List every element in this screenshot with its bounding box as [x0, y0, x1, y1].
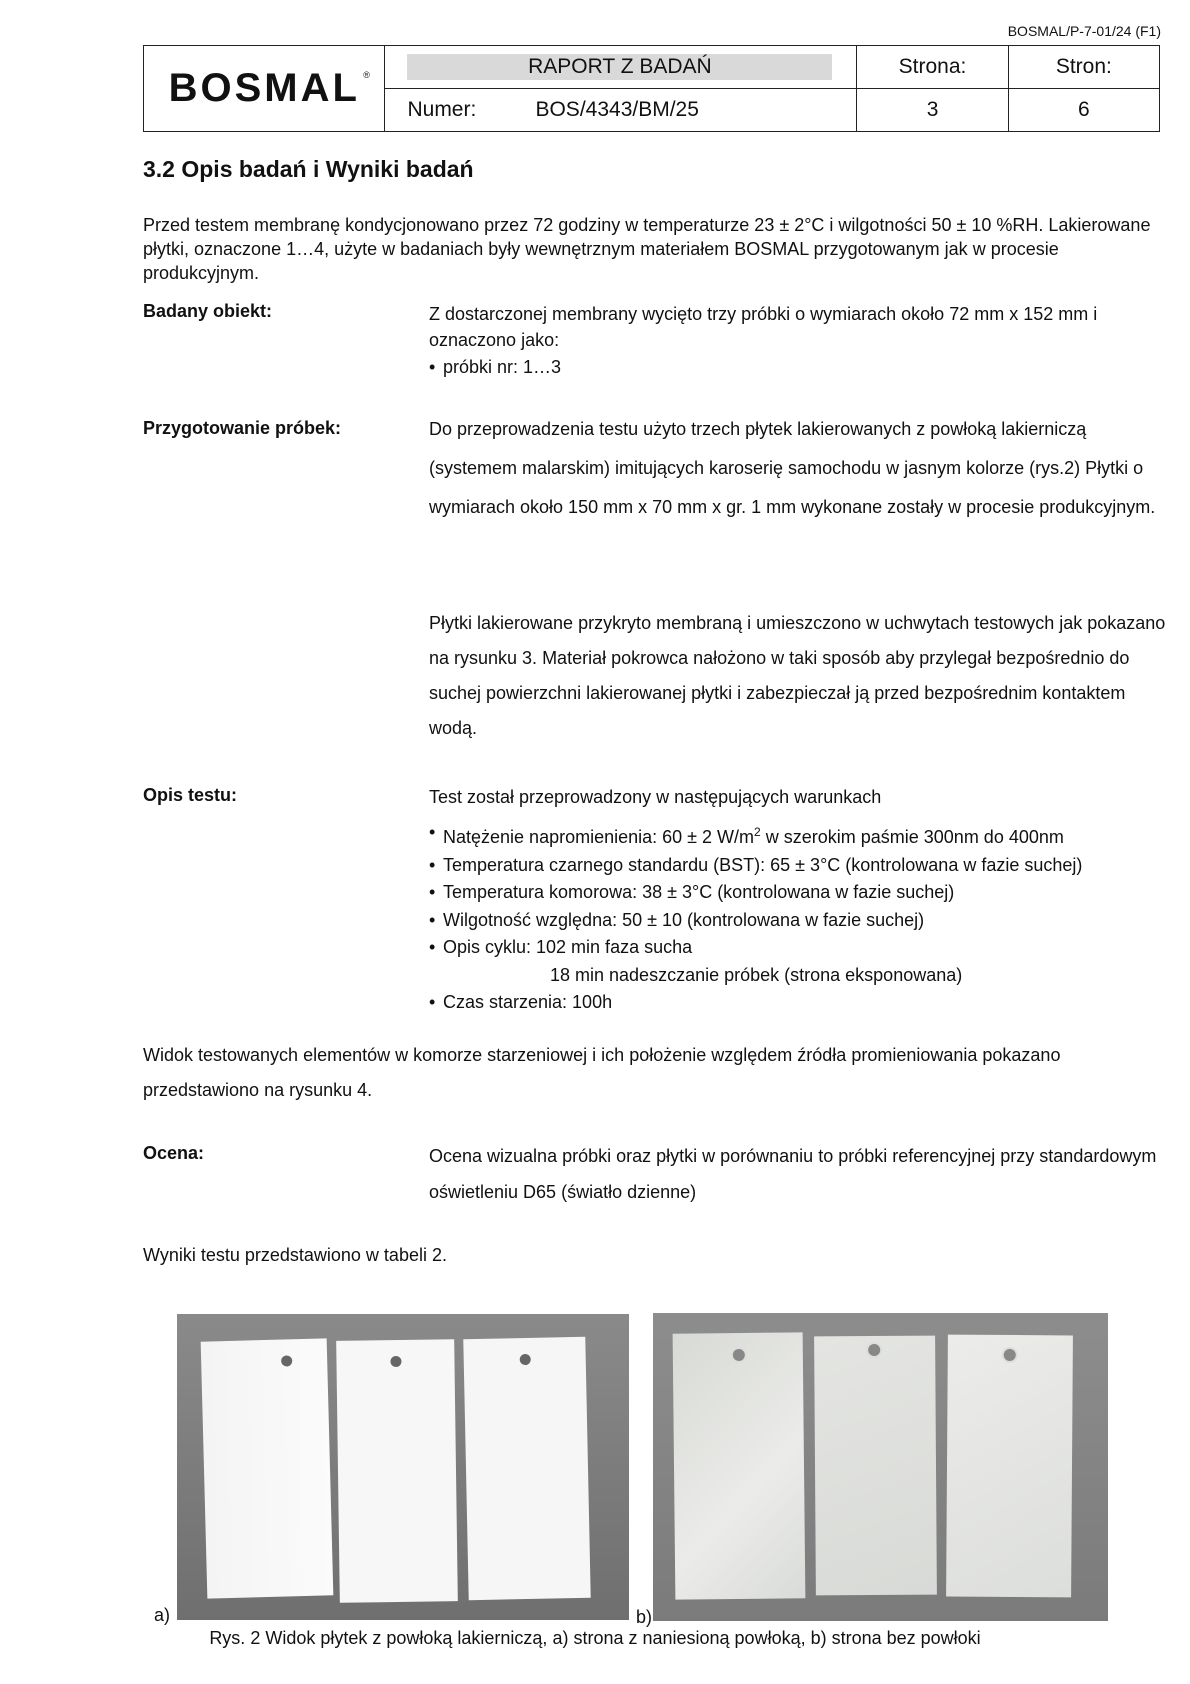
opis-label: Opis testu:	[143, 785, 238, 805]
panel-a1	[201, 1338, 334, 1598]
opis-bullet-6: • Czas starzenia: 100h	[443, 989, 1189, 1017]
badany-block	[429, 301, 1169, 380]
opis-intro: Test został przeprowadzony w następujących warunkach	[429, 787, 882, 807]
opis-block	[429, 785, 1189, 1017]
panel-b2	[814, 1336, 937, 1596]
logo-cell	[144, 46, 385, 132]
page-label: Strona:	[857, 46, 1008, 89]
section-title: 3.2 Opis badań i Wyniki badań	[143, 156, 474, 182]
ocena-label: Ocena:	[143, 1143, 205, 1163]
hole-icon	[866, 1342, 882, 1358]
figure-label-b: b)	[636, 1607, 653, 1627]
badany-bullet: • próbki nr: 1…3	[443, 355, 1169, 380]
pages-label: Stron:	[1008, 46, 1159, 89]
opis-bullet-5: • Opis cyklu: 102 min faza sucha	[443, 934, 1189, 962]
bosmal-logo: BOSMAL ®	[168, 66, 370, 110]
ocena-text: Ocena wizualna próbki oraz płytki w porównaniu to próbki referencyjnej przy standardowym oświetleniu D65 (światło dzienne)	[429, 1146, 1157, 1202]
number-label: Numer:	[407, 98, 477, 121]
przygotowanie-para2: Płytki lakierowane przykryto membraną i umieszczono w uchwytach testowych jak pokazano na rysunku 3. Materiał pokrowca nałożono w taki sposób aby przylegał bezpośrednio do suchej powierzchni lakierowanej płytki i zabezpieczał ją przed bezpośrednim kontaktem wodą.	[429, 613, 1166, 738]
opis-bullet-4: • Wilgotność względna: 50 ± 10 (kontrolowana w fazie suchej)	[443, 907, 1189, 935]
panel-b1	[673, 1332, 806, 1599]
przygotowanie-block2	[429, 606, 1169, 746]
hole-icon	[731, 1347, 747, 1363]
przygotowanie-para1: Do przeprowadzenia testu użyto trzech płytek lakierowanych z powłoką lakierniczą (systemem malarskim) imitujących karoserię samochodu w jasnym kolorze (rys.2) Płytki o wymiarach około 150 mm x 70 mm x gr. 1 mm wykonane zostały w procesie produkcyjnym.	[429, 419, 1156, 517]
przygotowanie-label: Przygotowanie próbek:	[143, 418, 342, 438]
title-cell	[385, 46, 857, 89]
number-cell	[385, 89, 857, 132]
number-value: BOS/4343/BM/25	[535, 98, 699, 121]
hole-icon	[1002, 1347, 1018, 1363]
photo-a	[177, 1314, 629, 1620]
opis-bullet-5-cont: 18 min nadeszczanie próbek (strona eksponowana)	[550, 964, 963, 985]
panel-a3	[463, 1337, 590, 1600]
opis-bullet-1: • Natężenie napromienienia: 60 ± 2 $W/m^2$ w szerokim paśmie 300nm do 400nm	[443, 819, 1189, 852]
badany-label: Badany obiekt:	[143, 301, 273, 321]
opis-bullet-2: • Temperatura czarnego standardu (BST): 65 ± 3°C (kontrolowana w fazie suchej)	[443, 852, 1189, 880]
panel-a2	[336, 1339, 458, 1603]
report-title: RAPORT Z BADAŃ	[407, 54, 832, 80]
wyniki-text: Wyniki testu przedstawiono w tabeli 2.	[143, 1245, 447, 1265]
figure-label-a: a)	[154, 1605, 171, 1625]
hole-icon	[281, 1355, 292, 1366]
pages-value: 6	[1008, 89, 1159, 132]
hole-icon	[390, 1356, 401, 1367]
widok-paragraph: Widok testowanych elementów w komorze starzeniowej i ich położenie względem źródła promieniowania pokazano przedstawiono na rysunku 4.	[143, 1045, 1061, 1100]
przygotowanie-block	[429, 418, 1169, 527]
panel-b3	[946, 1335, 1073, 1598]
intro-paragraph: Przed testem membranę kondycjonowano przez 72 godziny w temperaturze 23 ± 2°C i wilgotności 50 ± 10 %RH. Lakierowane płytki, oznaczone 1…4, użyte w badaniach były wewnętrznym materiałem BOSMAL przygotowanym jak w procesie produkcyjnym.	[143, 215, 1151, 283]
page-value: 3	[857, 89, 1008, 132]
hole-icon	[520, 1354, 531, 1365]
opis-bullet-3: • Temperatura komorowa: 38 ± 3°C (kontrolowana w fazie suchej)	[443, 879, 1189, 907]
badany-text: Z dostarczonej membrany wycięto trzy próbki o wymiarach około 72 mm x 152 mm i oznaczono jako:	[429, 304, 1098, 350]
photo-b	[653, 1313, 1108, 1621]
document-code: BOSMAL/P-7-01/24 (F1)	[1007, 23, 1161, 39]
report-header	[143, 45, 1160, 132]
figure-caption: Rys. 2 Widok płytek z powłoką lakierniczą, a) strona z naniesioną powłoką, b) strona bez powłoki	[209, 1628, 981, 1648]
